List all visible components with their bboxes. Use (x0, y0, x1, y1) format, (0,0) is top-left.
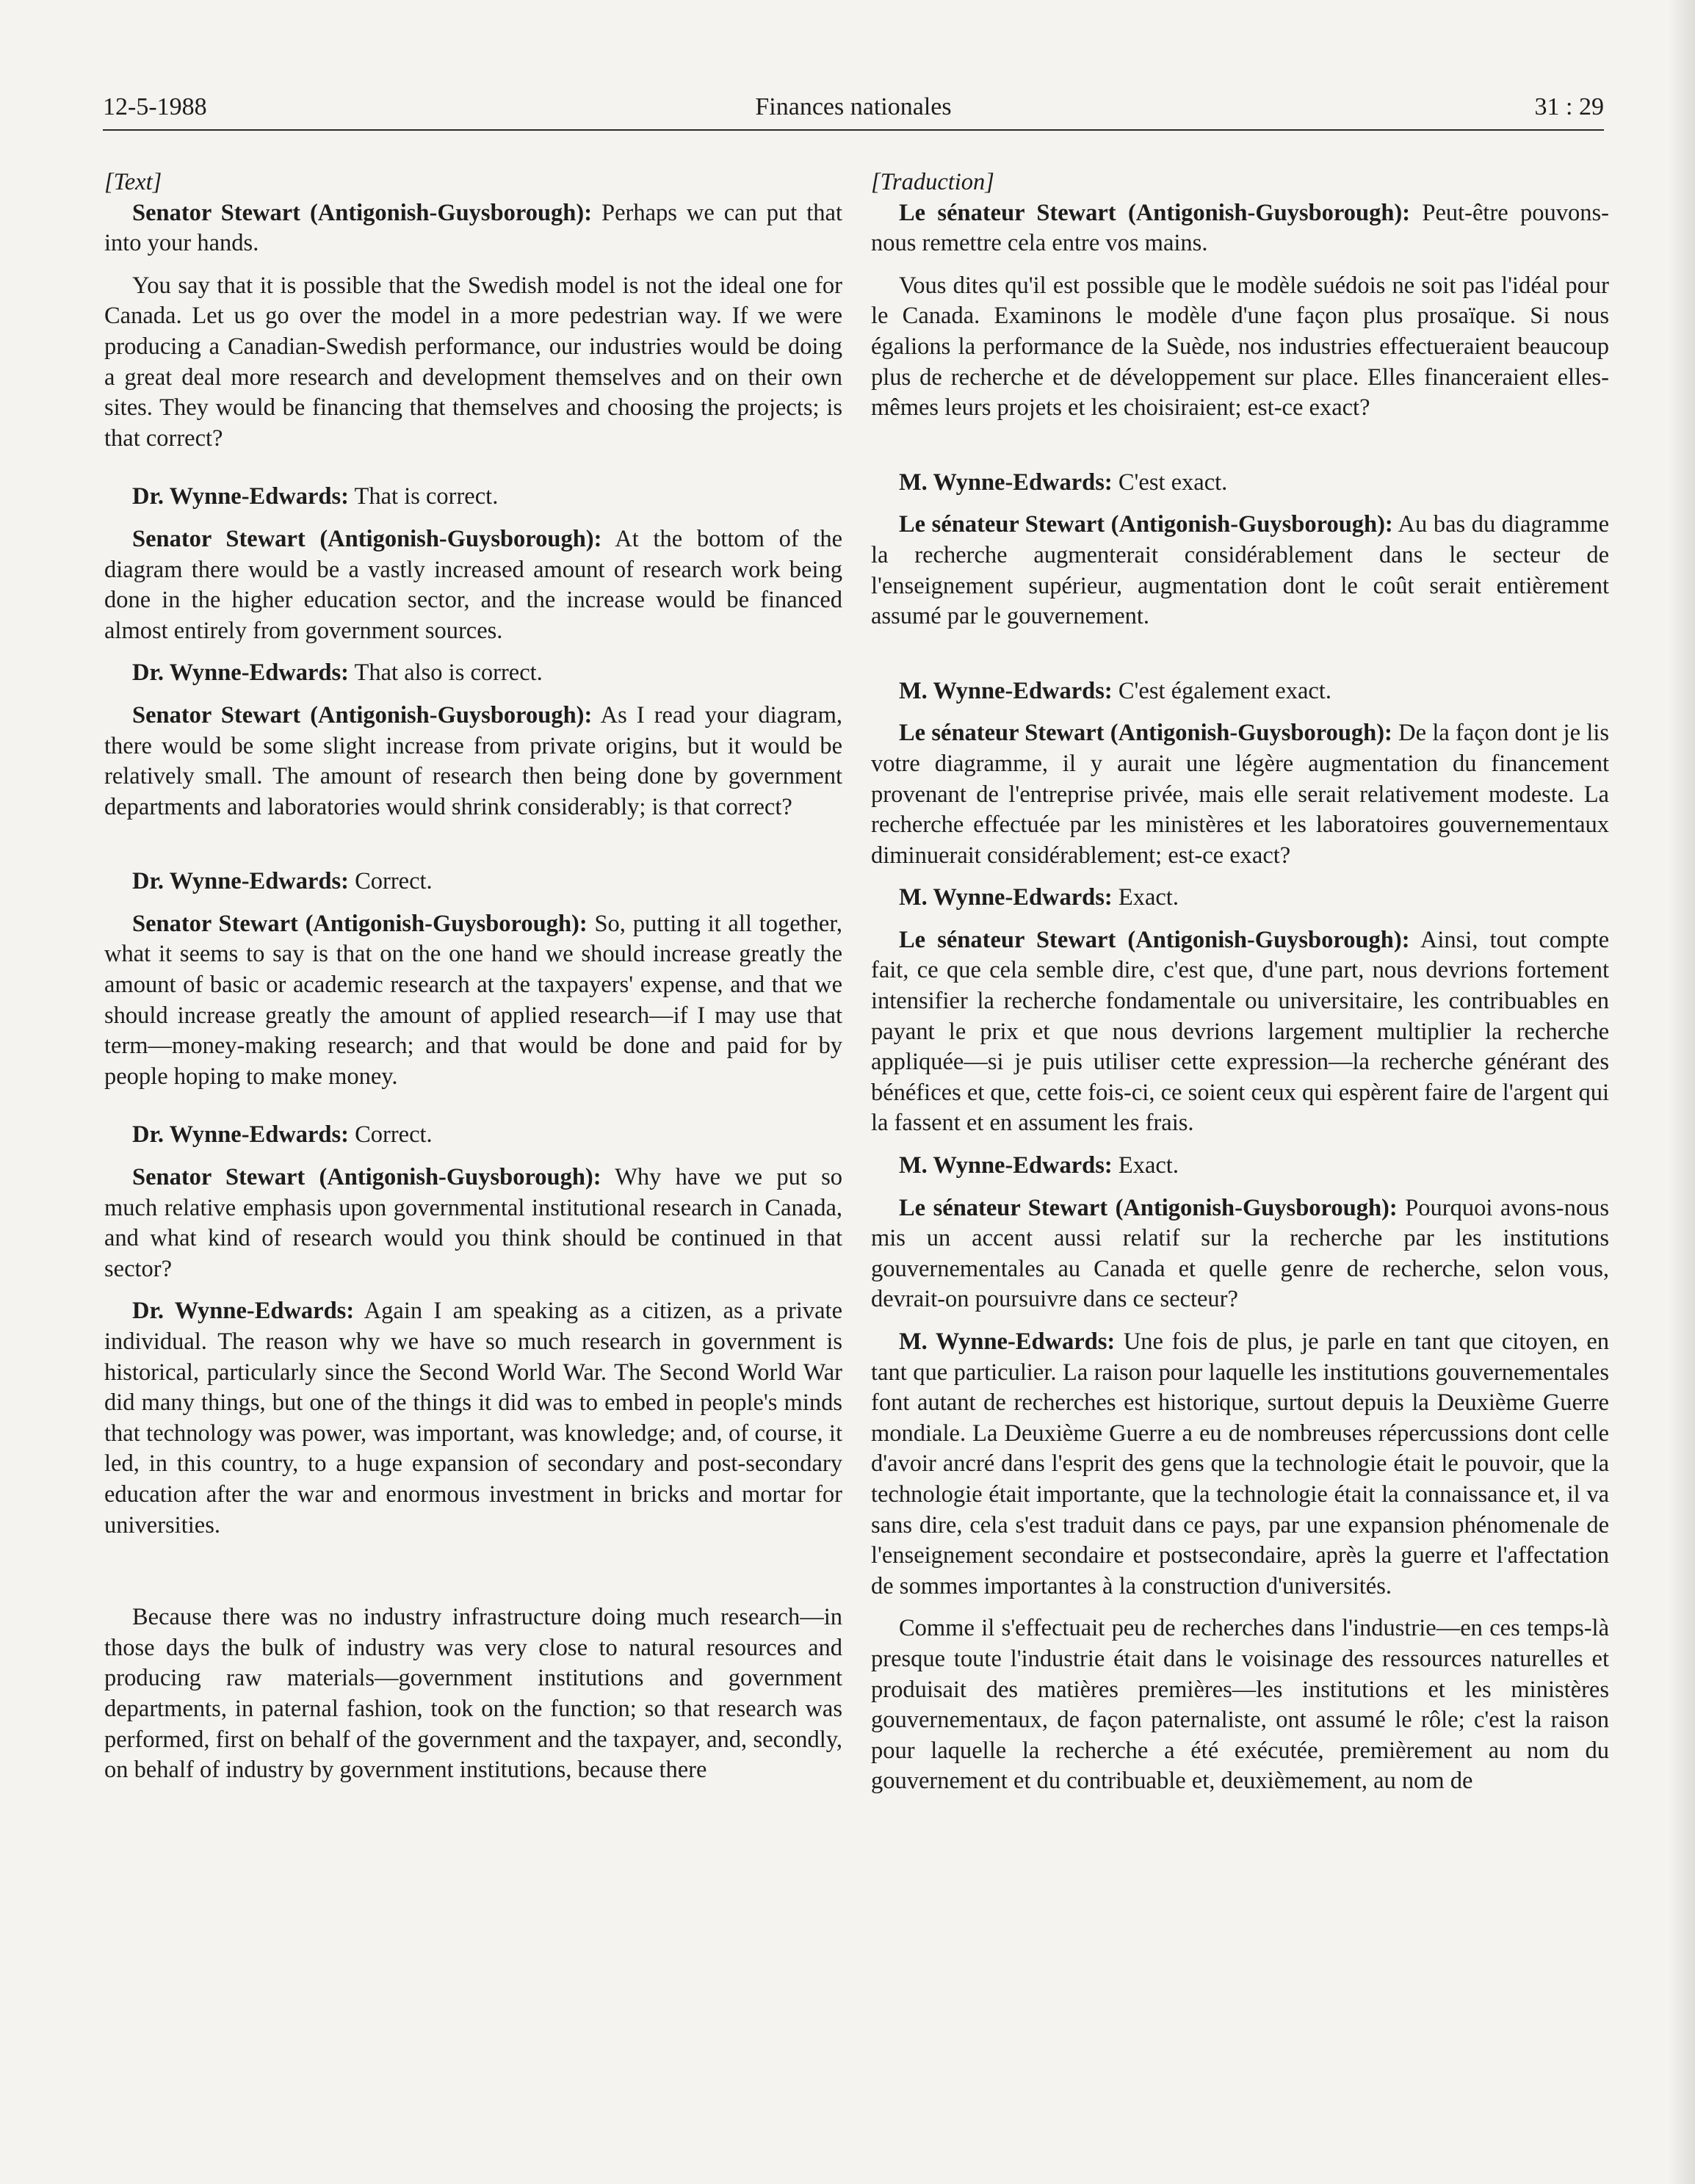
paragraph (871, 1327, 1609, 1602)
paragraph-text: At the bottom of the diagram there would be a vastly increased amount of research work being done in the higher education sector, and the increase would be financed almost entirely from government sources. (104, 525, 843, 644)
paragraph (104, 701, 842, 822)
speaker-name: Dr. Wynne-Edwards: (132, 1121, 349, 1149)
paragraph-text: Exact. (1112, 884, 1179, 911)
speaker-name: M. Wynne-Edwards: (899, 1152, 1113, 1179)
page-edge-shadow (1669, 0, 1695, 2184)
paragraph: Vous dites qu'il est possible que le modèle suédois ne soit pas l'idéal pour le Canada. Examinons le modèle d'une façon plus prosaïque. Si nous égalions la performance de la Suède, nos industries effectueraient beaucoup plus de recherche et de développement sur place. Elles financeraient elles-mêmes leurs projets et les choisiraient; est-ce exact? (871, 272, 1609, 422)
paragraph: Comme il s'effectuait peu de recherches dans l'industrie—en ces temps-là presque toute l'industrie était dans le voisinage des ressources naturelles et produisait des matières premières—les institutions et les ministères gouvernementaux, de façon paternaliste, ont assumé le rôle; c'est la raison pour laquelle la recherche a été exécutée, premièrement au nom du gouvernement et du contribuable et, deuxièmement, au nom de (871, 1615, 1609, 1795)
paragraph (871, 198, 1609, 259)
speaker-name: M. Wynne-Edwards: (899, 1328, 1116, 1355)
section-label: [Text] (104, 169, 162, 195)
english-column (104, 167, 842, 1798)
speaker-name: Senator Stewart (Antigonish-Guysborough): (132, 1164, 601, 1191)
paragraph-text: Peut-être pouvons-nous remettre cela entre vos mains. (871, 199, 1609, 257)
paragraph-text: Correct. (348, 868, 433, 895)
paragraph (104, 524, 842, 646)
speaker-name: Senator Stewart (Antigonish-Guysborough): (132, 701, 593, 728)
paragraph (871, 468, 1609, 499)
running-header (103, 90, 1604, 131)
paragraph-text: Pourquoi avons-nous mis un accent aussi relatif sur la recherche par les institutions gouvernementales au Canada et quelle genre de recherche, selon vous, devrait-on poursuivre dans ce secteur? (871, 1194, 1609, 1313)
speaker-name: Dr. Wynne-Edwards: (132, 483, 349, 510)
paragraph-text: Correct. (348, 1121, 433, 1149)
paragraph-text: Again I am speaking as a citizen, as a private individual. The reason why we have so much research in government is historical, particularly since the Second World War. The Second World War did many things, but one of the things it did was to embed in people's minds that technology was power, was important, was knowledge; and, of course, it led, in this country, to a huge expansion of secondary and post-secondary education after the war and enormous investment in bricks and mortar for universities. (104, 1298, 842, 1538)
paragraph-text: Une fois de plus, je parle en tant que citoyen, en tant que particulier. La raison pour laquelle les institutions gouvernementales font autant de recherches est historique, surtout depuis la Deuxième Guerre mondiale. La Deuxième Guerre a eu de nombreuses répercussions dont celle d'avoir ancré dans l'esprit des gens que la technologie était le pouvoir, que la technologie était importante, que la technologie était la connaissance et, il va sans dire, cela s'est traduit dans ce pays, par une expansion phénomenale de l'enseignement secondaire et postsecondaire, après la guerre et l'affectation de sommes importantes à la construction d'universités. (871, 1328, 1609, 1599)
header-page-number: 31 : 29 (1534, 93, 1604, 120)
paragraph-text: That also is correct. (348, 659, 543, 687)
header-title: Finances nationales (755, 93, 952, 120)
paragraph-text: C'est également exact. (1112, 677, 1331, 704)
speaker-name: Senator Stewart (Antigonish-Guysborough): (132, 525, 602, 552)
speaker-name: Dr. Wynne-Edwards: (132, 1298, 355, 1325)
paragraph-text: Perhaps we can put that into your hands. (104, 199, 843, 257)
french-column (871, 167, 1609, 1809)
speaker-name: Le sénateur Stewart (Antigonish-Guysborough): (899, 199, 1411, 226)
paragraph (871, 1151, 1609, 1182)
paragraph (104, 658, 842, 689)
paragraph (104, 1120, 842, 1151)
paragraph (871, 510, 1609, 632)
paragraph (104, 1162, 842, 1284)
speaker-name: Le sénateur Stewart (Antigonish-Guysborough): (899, 926, 1410, 953)
speaker-name: Senator Stewart (Antigonish-Guysborough): (132, 199, 593, 226)
speaker-name: M. Wynne-Edwards: (899, 469, 1113, 496)
speaker-name: M. Wynne-Edwards: (899, 677, 1113, 704)
paragraph (104, 909, 842, 1093)
paragraph-text: So, putting it all together, what it seems to say is that on the one hand we should increase greatly the amount of basic or academic research at the taxpayers' expense, and that we should increase greatly the amount of applied research—if I may use that term—money-making research; and that would be done and paid for by people hoping to make money. (104, 910, 843, 1090)
speaker-name: Senator Stewart (Antigonish-Guysborough): (132, 910, 588, 937)
paragraph (871, 1193, 1609, 1315)
paragraph-text: Au bas du diagramme la recherche augmenterait considérablement dans le secteur de l'enseignement supérieur, augmentation dont le coût serait entièrement assumé par le gouvernement. (871, 511, 1609, 630)
paragraph (871, 883, 1609, 914)
paragraph-text: As I read your diagram, there would be some slight increase from private origins, but it would be relatively small. The amount of research then being done by government departments and laboratories would shrink considerably; is that correct? (104, 701, 842, 820)
speaker-name: Le sénateur Stewart (Antigonish-Guysborough): (899, 720, 1392, 747)
paragraph (871, 718, 1609, 871)
paragraph (104, 198, 842, 259)
paragraph-text: De la façon dont je lis votre diagramme, il y aurait une légère augmentation du financement provenant de l'entreprise privée, mais elle serait relativement modeste. La recherche effectuée par les ministères et les laboratoires gouvernementaux diminuerait considérablement; est-ce exact? (871, 720, 1609, 869)
paragraph (871, 925, 1609, 1139)
speaker-name: Dr. Wynne-Edwards: (132, 868, 349, 895)
speaker-name: Le sénateur Stewart (Antigonish-Guysborough): (899, 511, 1393, 538)
speaker-name: Dr. Wynne-Edwards: (132, 659, 349, 687)
speaker-name: Le sénateur Stewart (Antigonish-Guysborough): (899, 1194, 1398, 1221)
paragraph: You say that it is possible that the Swedish model is not the ideal one for Canada. Let us go over the model in a more pedestrian way. If we were producing a Canadian-Swedish performance, our industries would be doing a great deal more research and development themselves and on their own sites. They would be financing that themselves and choosing the projects; is that correct? (104, 272, 842, 452)
paragraph (104, 867, 842, 897)
header-date: 12-5-1988 (103, 93, 207, 120)
paragraph-text: C'est exact. (1112, 469, 1228, 496)
paragraph: Because there was no industry infrastructure doing much research—in those days the bulk of industry was very close to natural resources and producing raw materials—government institutions and government departments, in paternal fashion, took on the function; so that research was performed, first on behalf of the government and the taxpayer, and, secondly, on behalf of industry by government institutions, because there (104, 1604, 842, 1784)
paragraph (104, 482, 842, 513)
paragraph-text: That is correct. (348, 483, 499, 510)
paragraph (104, 1296, 842, 1541)
paragraph-text: Why have we put so much relative emphasis upon governmental institutional research in Canada, and what kind of research would you think should be continued in that sector? (104, 1164, 842, 1282)
paragraph-text: Ainsi, tout compte fait, ce que cela semble dire, c'est que, d'une part, nous devrions fortement intensifier la recherche fondamentale ou universitaire, les contribuables en payant le prix et que nous devrions largement multiplier la recherche appliquée—si je puis utiliser cette expression—la recherche générant des bénéfices et que, cette fois-ci, ce soient ceux qui espèrent faire de l'argent qui la fassent et en assument les frais. (871, 926, 1609, 1137)
section-label: [Traduction] (871, 169, 994, 195)
paragraph-text: Exact. (1112, 1152, 1179, 1179)
speaker-name: M. Wynne-Edwards: (899, 884, 1113, 911)
paragraph (871, 676, 1609, 707)
